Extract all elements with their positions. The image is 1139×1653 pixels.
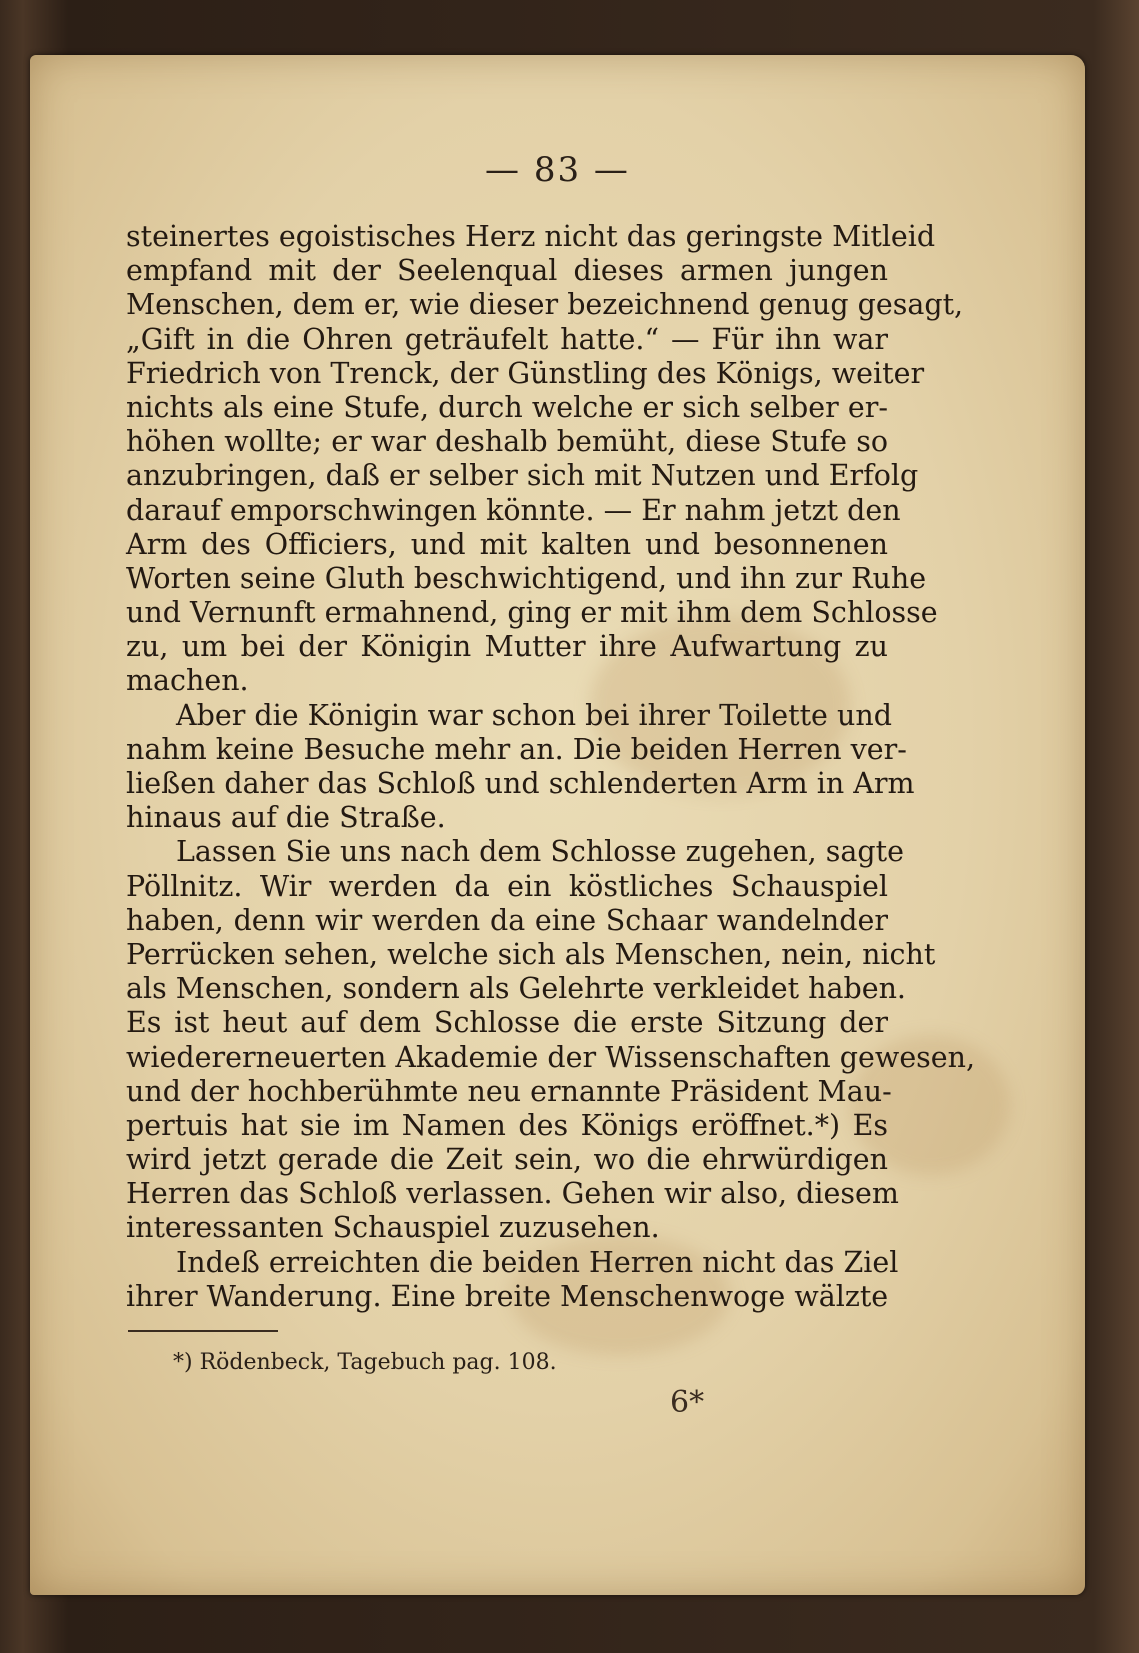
book-page: [30, 55, 1085, 1595]
text-line: und der hochberühmte neu ernannte Präsident Mau-: [126, 1074, 892, 1108]
text-line: als Menschen, sondern als Gelehrte verkleidet haben.: [126, 972, 906, 1006]
text-line: nichts als eine Stufe, durch welche er sich selber er-: [126, 390, 888, 424]
text-line: zu, um bei der Königin Mutter ihre Aufwartung zu: [126, 630, 888, 664]
text-line: ihrer Wanderung. Eine breite Menschenwoge wälzte: [126, 1279, 889, 1313]
text-line: darauf emporschwingen könnte. — Er nahm jetzt den: [126, 493, 901, 527]
text-line: Es ist heut auf dem Schlosse die erste Sitzung der: [126, 1006, 888, 1040]
body-text: [126, 220, 976, 1314]
text-line: Aber die Königin war schon bei ihrer Toilette und: [176, 698, 892, 732]
text-line: höhen wollte; er war deshalb bemüht, diese Stufe so: [126, 425, 888, 459]
text-line: Perrücken sehen, welche sich als Menschen, nein, nicht: [126, 937, 936, 971]
text-line: empfand mit der Seelenqual dieses armen jungen: [126, 254, 888, 288]
text-line: wird jetzt gerade die Zeit sein, wo die ehrwürdigen: [126, 1143, 888, 1177]
text-line: Arm des Officiers, und mit kalten und besonnenen: [126, 527, 888, 561]
text-line: anzubringen, daß er selber sich mit Nutzen und Erfolg: [126, 459, 919, 493]
text-line: wiedererneuerten Akademie der Wissenschaften gewesen,: [126, 1040, 976, 1074]
printer-signature-mark: 6*: [670, 1385, 705, 1420]
text-line: Worten seine Gluth beschwichtigend, und ihn zur Ruhe: [126, 561, 927, 595]
text-line: hinaus auf die Straße.: [126, 801, 446, 835]
text-line: haben, denn wir werden da eine Schaar wandelnder: [126, 903, 888, 937]
text-line: Friedrich von Trenck, der Günstling des Königs, weiter: [126, 356, 925, 390]
text-line: machen.: [126, 664, 249, 698]
text-line: ließen daher das Schloß und schlenderten Arm in Arm: [126, 767, 915, 800]
text-line: Menschen, dem er, wie dieser bezeichnend genug gesagt,: [126, 288, 964, 322]
text-line: interessanten Schauspiel zuzusehen.: [126, 1211, 660, 1245]
text-line: Lassen Sie uns nach dem Schlosse zugehen, sagte: [176, 835, 904, 869]
text-line: nahm keine Besuche mehr an. Die beiden Herren ver-: [126, 732, 907, 766]
text-line: steinertes egoistisches Herz nicht das geringste Mitleid: [126, 220, 936, 253]
text-line: „Gift in die Ohren geträufelt hatte.“ — Für ihn war: [126, 322, 888, 356]
footnote-divider: [128, 1330, 278, 1332]
text-line: pertuis hat sie im Namen des Königs eröffnet.*) Es: [126, 1108, 888, 1142]
text-line: Pöllnitz. Wir werden da ein köstliches Schauspiel: [126, 869, 888, 903]
text-line: und Vernunft ermahnend, ging er mit ihm dem Schlosse: [126, 596, 938, 630]
footnote: *) Rödenbeck, Tagebuch pag. 108.: [173, 1350, 557, 1375]
page-number: — 83 —: [485, 150, 630, 190]
text-line: Indeß erreichten die beiden Herren nicht das Ziel: [176, 1245, 899, 1279]
text-line: Herren das Schloß verlassen. Gehen wir also, diesem: [126, 1177, 899, 1211]
